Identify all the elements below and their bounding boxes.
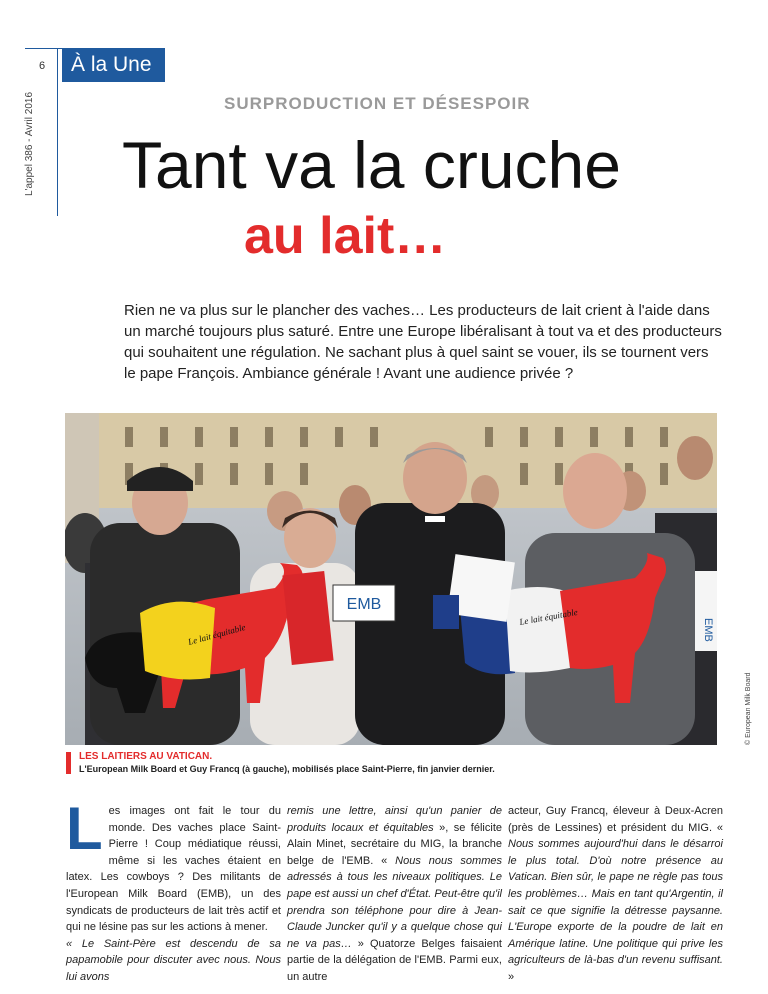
body-text: » Quatorze Belges faisaient partie de la délégation de l'EMB. Parmi eux, un autre (287, 937, 502, 983)
body-quote: Nous nous sommes adressés à tous les niveaux politiques. Le pape est aussi un chef d'État. Peut-être qu'il prendra son téléphone pour dire à Jean-Claude Juncker qu'il y a quelque chose qui ne va pas… (287, 854, 502, 950)
article-photo (65, 413, 717, 745)
lead-paragraph: Rien ne va plus sur le plancher des vaches… Les producteurs de lait crient à l'aide dans un marché toujours plus saturé. Entre une Europe libéralisant à tout va et des producteurs qui souhaitent une régulation. Ne sachant plus à quel saint se vouer, ils se tournent vers le pape François. Ambiance générale ! Avant une audience privée ? (124, 302, 722, 382)
emb-sign-1-text: EMB (346, 596, 382, 613)
body-text: acteur, Guy Francq, éleveur à Deux-Acren (près de Lessines) et président du MIG. « (508, 805, 723, 834)
body-text: », se félicite Alain Minet, secrétaire du MIG, la branche belge de l'EMB. « (287, 821, 502, 867)
caption-accent-bar (66, 752, 71, 774)
body-text: » (508, 970, 515, 983)
body-column-1 (66, 795, 281, 986)
body-column-3 (508, 803, 723, 986)
drop-cap: L (66, 795, 103, 862)
body-column-2 (287, 803, 502, 986)
emb-sign-2-text: EMB (702, 618, 714, 642)
body-quote: « Le Saint-Père est descendu de sa papamobile pour discuter avec nous. Nous lui avons (66, 937, 281, 983)
caption-title: LES LAITIERS AU VATICAN. (79, 751, 213, 762)
header-rule (25, 48, 65, 49)
headline-line-1: Tant va la cruche (122, 128, 621, 202)
caption-text: L'European Milk Board et Guy Francq (à gauche), mobilisés place Saint-Pierre, fin janvier dernier. (79, 764, 495, 774)
photo-credit: © European Milk Board (745, 672, 752, 745)
page-number: 6 (39, 60, 46, 72)
body-quote: remis une lettre, ainsi qu'un panier de produits locaux et équitables (287, 805, 502, 834)
cow-sign-left-text: Le lait équitable (186, 622, 247, 647)
issue-label: L'appel 386 - Avril 2016 (24, 91, 35, 196)
kicker: SURPRODUCTION ET DÉSESPOIR (224, 94, 531, 113)
cow-sign-right-text: Le lait équitable (518, 606, 579, 627)
photo-illustration (65, 413, 717, 745)
blue-booklet (433, 595, 459, 629)
margin-rule (57, 48, 58, 216)
headline-line-2: au lait… (244, 207, 447, 265)
body-quote: Nous sommes aujourd'hui dans le désarroi le plus total. D'où notre présence au Vatican. Bien sûr, le pape ne règle pas tous les problèmes… Mais en tant qu'Argentin, il sait ce que signifie la détresse paysanne. L'Europe exporte de la poudre de lait en Amérique latine. Une politique qui prive les agriculteurs de là-bas d'un revenu suffisant. (508, 838, 723, 967)
body-text: es images ont fait le tour du monde. Des vaches place Saint-Pierre ! Coup médiatique réussi, même si les vaches étaient en latex. Les cowboys ? Des militants de l'European Milk Board (EMB), un des syndicats de producteurs de lait très actif et qui ne lésine pas sur les actions à mener. (66, 805, 281, 934)
section-tab[interactable]: À la Une (62, 48, 165, 82)
